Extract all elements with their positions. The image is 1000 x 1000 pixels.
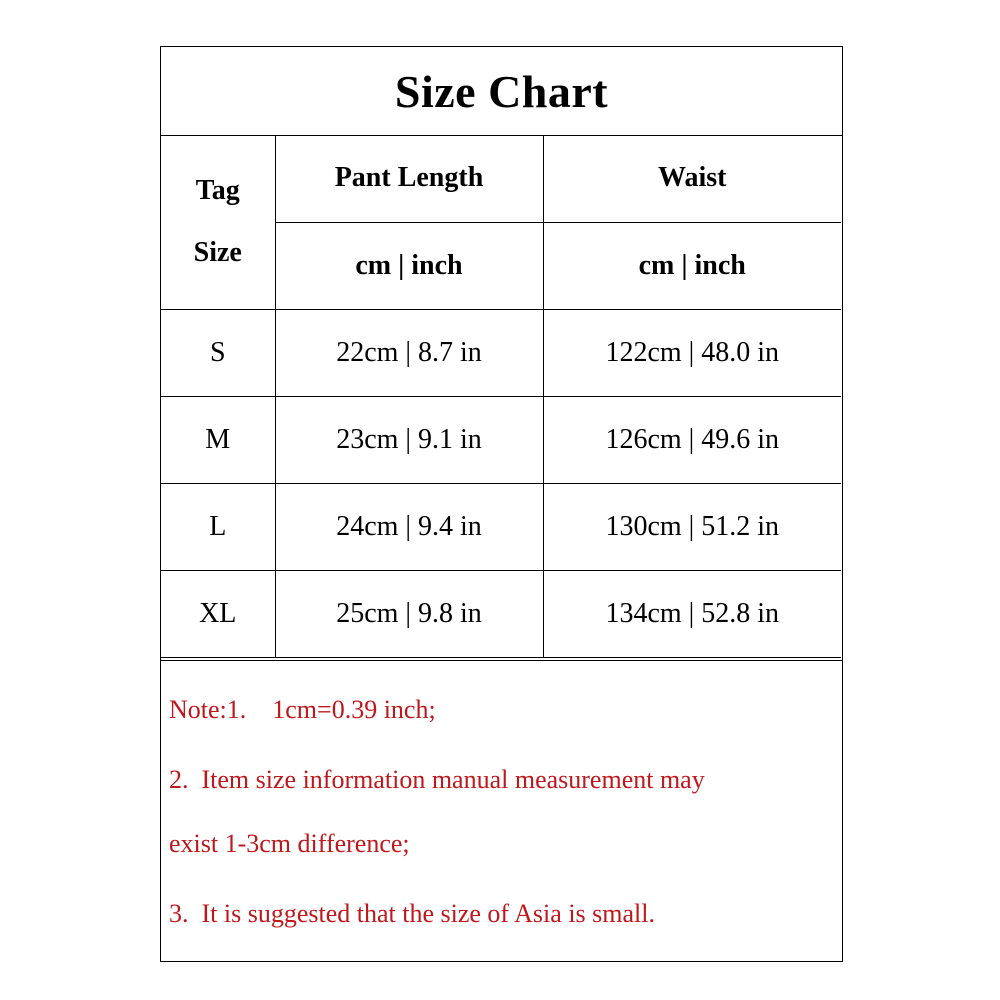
table-row: [161, 483, 841, 570]
waist-cell: 134cm | 52.8 in: [543, 570, 841, 657]
notes-section: [161, 660, 842, 961]
header-row: [161, 135, 841, 222]
pant-length-cell: 24cm | 9.4 in: [275, 483, 543, 570]
size-chart: [160, 46, 843, 962]
tag-size-header: [161, 135, 275, 309]
table-row: [161, 396, 841, 483]
table-row: [161, 570, 841, 657]
chart-title: Size Chart: [161, 47, 842, 136]
pant-length-cell: 25cm | 9.8 in: [275, 570, 543, 657]
pant-length-unit: cm | inch: [275, 222, 543, 309]
tag-size-header-line1: Tag: [195, 174, 240, 206]
tag-size-header-line2: Size: [193, 236, 242, 268]
pant-length-cell: 23cm | 9.1 in: [275, 396, 543, 483]
waist-cell: 126cm | 49.6 in: [543, 396, 841, 483]
note-line-3: exist 1-3cm difference;: [169, 829, 410, 858]
pant-length-header: Pant Length: [275, 135, 543, 222]
size-cell: S: [161, 309, 275, 396]
size-cell: XL: [161, 570, 275, 657]
note-line-2: 2. Item size information manual measurement may: [169, 765, 705, 794]
size-cell: M: [161, 396, 275, 483]
note-line-1: Note:1. 1cm=0.39 inch;: [169, 695, 436, 724]
note-line-4: 3. It is suggested that the size of Asia is small.: [169, 899, 655, 928]
pant-length-cell: 22cm | 8.7 in: [275, 309, 543, 396]
waist-unit: cm | inch: [543, 222, 841, 309]
size-cell: L: [161, 483, 275, 570]
waist-cell: 122cm | 48.0 in: [543, 309, 841, 396]
table-row: [161, 309, 841, 396]
size-table: [161, 135, 841, 658]
waist-cell: 130cm | 51.2 in: [543, 483, 841, 570]
waist-header: Waist: [543, 135, 841, 222]
